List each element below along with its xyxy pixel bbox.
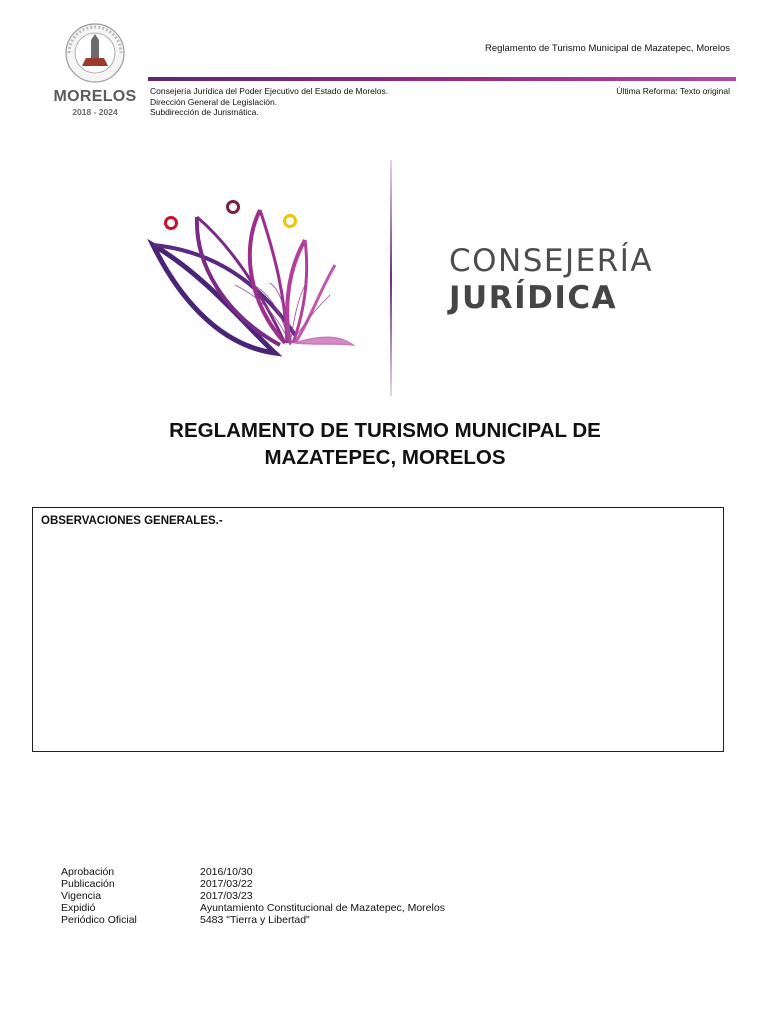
issuing-organization	[150, 86, 388, 118]
last-reform-note: Última Reforma: Texto original	[616, 86, 730, 96]
metadata-row	[61, 890, 445, 902]
org-line: Dirección General de Legislación.	[150, 96, 278, 107]
metadata-value: 2017/03/22	[200, 878, 253, 890]
brand-line-1: CONSEJERÍA	[449, 243, 654, 279]
title-line-2: MAZATEPEC, MORELOS	[264, 446, 506, 469]
logo-divider	[390, 160, 392, 396]
metadata-label: Periódico Oficial	[61, 914, 137, 926]
org-line: Subdirección de Jurismática.	[150, 107, 259, 117]
state-period: 2018 - 2024	[72, 107, 118, 117]
metadata-value: 2016/10/30	[200, 866, 253, 878]
metadata-value: 2017/03/23	[200, 890, 253, 902]
metadata-label: Expidió	[61, 902, 96, 914]
publication-metadata	[61, 866, 445, 926]
document-title	[100, 417, 670, 471]
metadata-row	[61, 902, 445, 914]
document-header-title: Reglamento de Turismo Municipal de Mazatepec, Morelos	[484, 43, 730, 54]
brand-line-2: JURÍDICA	[449, 280, 618, 316]
title-line-1: REGLAMENTO DE TURISMO MUNICIPAL DE	[169, 419, 601, 442]
observations-box	[32, 507, 724, 752]
state-seal-logo	[64, 22, 126, 84]
metadata-label: Aprobación	[61, 866, 115, 878]
org-line: Consejería Jurídica del Poder Ejecutivo del Estado de Morelos.	[150, 86, 389, 96]
metadata-value: 5483 "Tierra y Libertad"	[200, 914, 310, 926]
metadata-label: Vigencia	[61, 890, 102, 902]
observations-heading: OBSERVACIONES GENERALES.-	[41, 515, 223, 527]
metadata-row	[61, 914, 445, 926]
metadata-row	[61, 866, 445, 878]
header-divider	[148, 77, 736, 81]
state-name: MORELOS	[53, 88, 137, 105]
lotus-logo-icon	[145, 195, 360, 365]
metadata-row	[61, 878, 445, 890]
metadata-value: Ayuntamiento Constitucional de Mazatepec, Morelos	[200, 902, 445, 914]
metadata-label: Publicación	[61, 878, 115, 890]
